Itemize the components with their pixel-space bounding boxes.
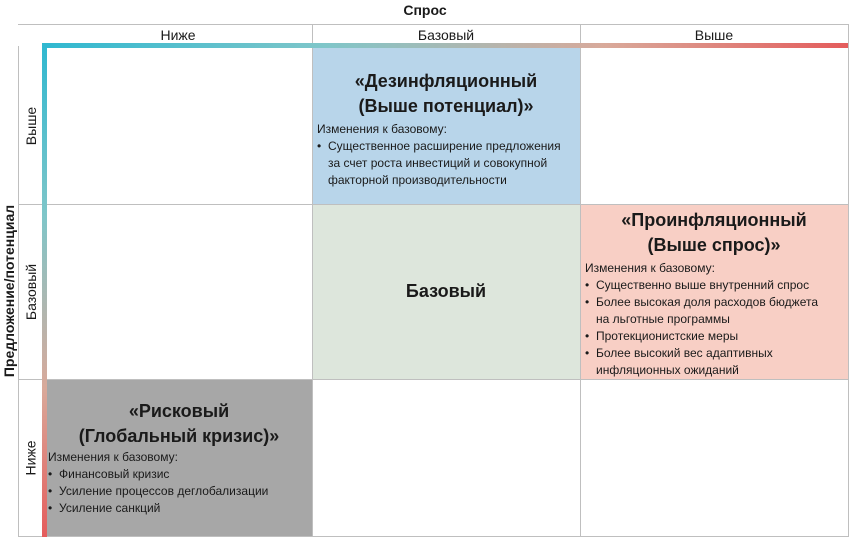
- list-item: • Более высокая доля расходов бюджета на льготные программы: [585, 294, 834, 328]
- list-item: • Протекционистские меры: [585, 328, 834, 345]
- risk-scenario-cell: [46, 379, 312, 536]
- risk-changes-label: Изменения к базовому:: [48, 450, 178, 464]
- row-label-base-text: Базовый: [23, 263, 39, 320]
- row-label-higher: [18, 47, 44, 204]
- list-item: • Финансовый кризис: [48, 466, 302, 483]
- row-label-lower-text: Ниже: [23, 439, 39, 476]
- disinflation-changes-label: Изменения к базовому:: [317, 122, 447, 136]
- supply-axis-gradient-bar: [42, 43, 47, 537]
- grid-line-left: [18, 46, 19, 537]
- disinflation-changes-list: [317, 138, 562, 189]
- column-label-base: Базовый: [417, 27, 475, 43]
- proinflation-scenario-cell: [580, 204, 848, 379]
- grid-line-row-2: [18, 379, 848, 380]
- risk-title-line2: (Глобальный кризис)»: [78, 426, 280, 446]
- supply-axis-title: [0, 46, 18, 536]
- list-item: • Существенное расширение предложения за счет роста инвестиций и совокупной факторной производительности: [317, 138, 562, 189]
- base-scenario-cell: [312, 204, 580, 379]
- grid-line-col-1: [312, 24, 313, 537]
- proinflation-changes-list: [585, 277, 834, 379]
- risk-title-line1: «Рисковый: [128, 401, 230, 421]
- grid-line-bottom: [18, 536, 848, 537]
- grid-line-right: [848, 24, 849, 537]
- grid-line-top: [18, 24, 848, 25]
- proinflation-title-line2: (Выше спрос)»: [647, 235, 781, 255]
- row-label-base: [18, 204, 44, 379]
- grid-line-row-1: [18, 204, 848, 205]
- row-label-lower: [18, 379, 44, 536]
- list-item: • Усиление санкций: [48, 500, 302, 517]
- base-scenario-title: Базовый: [405, 281, 487, 301]
- risk-changes-list: [48, 466, 302, 517]
- column-label-lower: Ниже: [160, 27, 196, 43]
- list-item: • Более высокий вес адаптивных инфляционных ожиданий: [585, 345, 834, 379]
- supply-axis-title-text: Предложение/потенциал: [1, 204, 17, 378]
- row-label-higher-text: Выше: [23, 106, 40, 145]
- proinflation-changes-label: Изменения к базовому:: [585, 261, 715, 275]
- list-item: • Усиление процессов деглобализации: [48, 483, 302, 500]
- grid-line-col-2: [580, 24, 581, 537]
- proinflation-title-line1: «Проинфляционный: [621, 210, 807, 230]
- column-label-higher: Выше: [694, 27, 734, 43]
- demand-axis-title: Спрос: [403, 2, 447, 18]
- disinflation-title-line2: (Выше потенциал)»: [358, 96, 534, 116]
- disinflation-title-line1: «Дезинфляционный: [354, 71, 538, 91]
- disinflation-scenario-cell: [312, 47, 580, 204]
- demand-axis-gradient-bar: [42, 43, 848, 48]
- list-item: • Существенно выше внутренний спрос: [585, 277, 834, 294]
